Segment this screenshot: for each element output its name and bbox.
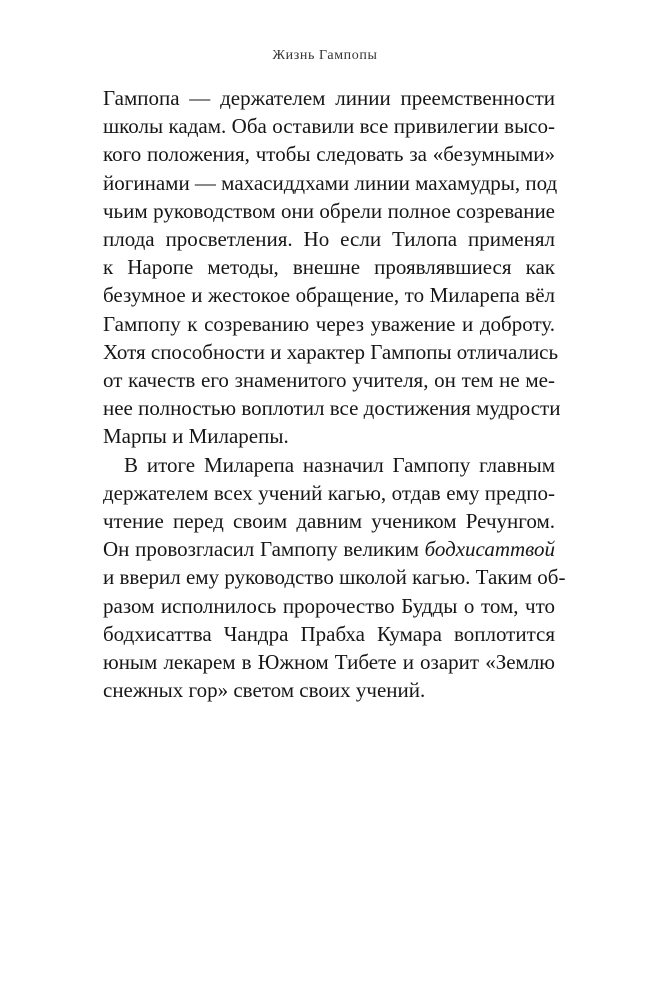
text-line: Гампопа — держателем линии преемственности <box>103 86 555 110</box>
text-line: Гампопу к созреванию через уважение и доброту. <box>103 311 555 336</box>
text-line: снежных гор» светом своих учений. <box>103 678 426 703</box>
body-text <box>103 84 566 704</box>
text-line: В итоге Миларепа назначил Гампопу главным <box>124 452 555 477</box>
text-line: Хотя способности и характер Гампопы отличались <box>103 339 559 364</box>
text-line: от качеств его знаменитого учителя, он тем не ме- <box>103 368 555 393</box>
text-line-with-italic <box>103 535 555 563</box>
text-line: школы кадам. Оба оставили все привилегии высо- <box>103 114 555 139</box>
text-line: юным лекарем в Южном Тибете и озарит «Землю <box>103 650 555 675</box>
text-line: бодхисаттва Чандра Прабха Кумара воплотится <box>103 621 555 646</box>
text-line: кого положения, чтобы следовать за «безумными» <box>103 142 555 167</box>
text-line: чтение перед своим давним учеником Речунгом. <box>103 509 555 534</box>
running-header: Жизнь Гампопы <box>272 48 378 63</box>
text-line: чьим руководством они обрели полное созревание <box>103 198 555 223</box>
text-line: Марпы и Миларепы. <box>103 424 289 449</box>
text-line: держателем всех учений кагью, отдав ему предпо- <box>103 480 555 505</box>
text-run: Он провозгласил Гампопу великим <box>103 537 425 562</box>
text-line: нее полностью воплотил все достижения мудрости <box>103 396 561 421</box>
paragraph-1 <box>103 84 561 451</box>
italic-term: бодхисаттвой <box>424 537 555 562</box>
text-line: и вверил ему руководство школой кагью. Таким об- <box>103 565 566 590</box>
text-line: безумное и жестокое обращение, то Миларепа вёл <box>103 283 555 308</box>
text-line: йогинами — махасиддхами линии махамудры, под <box>103 170 558 195</box>
text-line: к Наропе методы, внешне проявлявшиеся как <box>103 255 555 280</box>
text-line: разом исполнилось пророчество Будды о том, что <box>103 593 555 618</box>
paragraph-2 <box>103 451 566 705</box>
text-line: плода просветления. Но если Тилопа применял <box>103 227 555 252</box>
